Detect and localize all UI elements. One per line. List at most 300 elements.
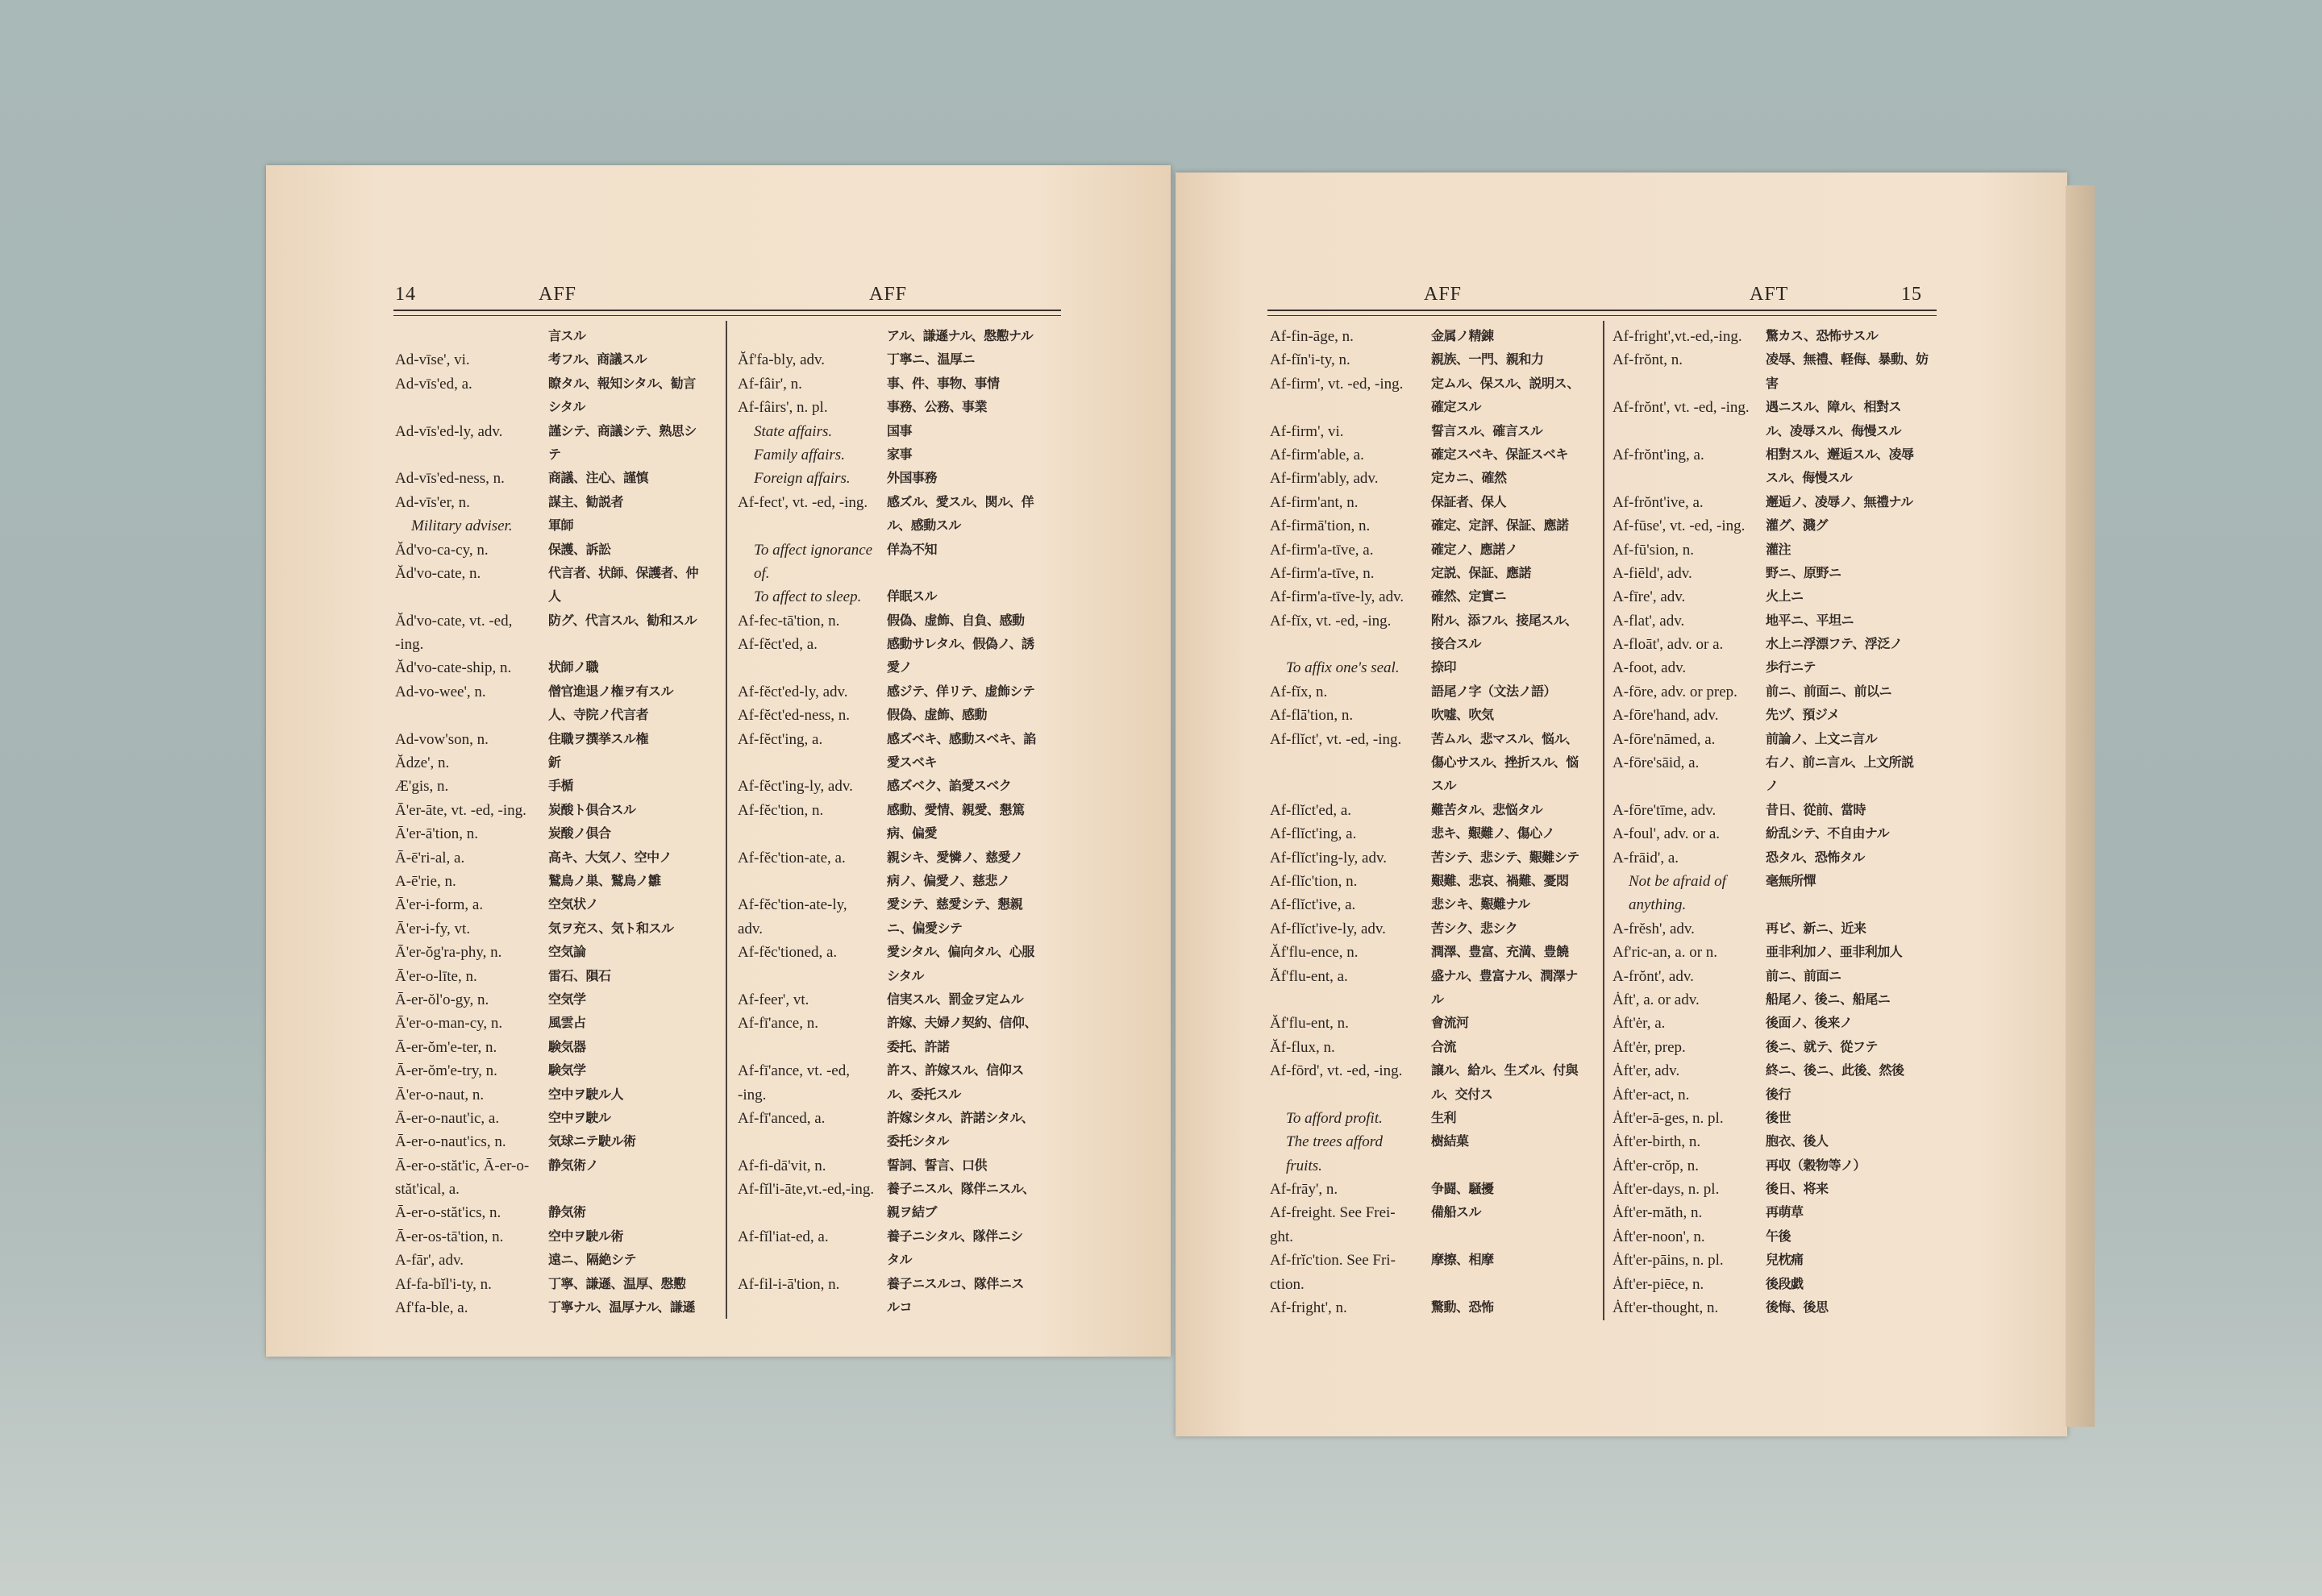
headword: Ad-vīs'ed-ness, n. xyxy=(395,470,505,488)
headword: Ā-er-ŏm'e-ter, n. xyxy=(395,1038,497,1056)
japanese-gloss: 空気論 xyxy=(548,946,586,960)
entry-row xyxy=(1612,965,1939,988)
example-phrase: Family affairs. xyxy=(754,446,845,463)
entry-row xyxy=(1612,1225,1939,1249)
headword: Af-flĭct'ive, a. xyxy=(1270,896,1356,914)
headword: Af-firm'a-tīve-ly, adv. xyxy=(1270,588,1404,606)
headword: Af-fĕc'tion-ate-ly, xyxy=(738,896,847,914)
entry-row xyxy=(395,633,722,656)
entry-row xyxy=(1270,1296,1600,1320)
entry-row xyxy=(395,775,722,798)
headword: A-fōre'sāid, a. xyxy=(1612,754,1700,772)
entry-row xyxy=(1270,1201,1600,1224)
japanese-gloss: 野ニ、原野ニ xyxy=(1766,566,1841,580)
entry-row xyxy=(1270,917,1600,941)
entry-row xyxy=(738,1178,1060,1201)
headword: Ad-vo-wee', n. xyxy=(395,683,486,700)
entry-row xyxy=(738,870,1060,893)
japanese-gloss: 紛乱シテ、不自由ナル xyxy=(1766,827,1890,842)
entry-row xyxy=(738,1012,1060,1035)
entry-row xyxy=(395,680,722,704)
japanese-gloss: 人、寺院ノ代言者 xyxy=(548,709,649,723)
entry-row xyxy=(1612,491,1939,514)
entry-row xyxy=(1612,656,1939,680)
japanese-gloss: 水上ニ浮漂フテ、浮泛ノ xyxy=(1766,638,1903,652)
headword: Af-fa-bĭl'i-ty, n. xyxy=(395,1275,492,1293)
headword: Af-flĭct'ive-ly, adv. xyxy=(1270,920,1386,937)
japanese-gloss: 委托、許諾 xyxy=(887,1040,950,1054)
entry-row xyxy=(1270,656,1600,680)
entry-row xyxy=(395,443,722,467)
japanese-gloss: 苦シテ、悲シテ、艱難シテ xyxy=(1431,850,1579,865)
entry-row xyxy=(1270,728,1600,751)
headword: -ing. xyxy=(738,1086,767,1103)
entry-row xyxy=(738,965,1060,988)
entry-row xyxy=(1270,1083,1600,1107)
japanese-gloss: 昔日、從前、當時 xyxy=(1766,803,1866,817)
headword: A-frŏnt', adv. xyxy=(1612,967,1694,985)
headword: A-fōre'nāmed, a. xyxy=(1612,730,1716,748)
example-phrase: Military adviser. xyxy=(411,517,513,535)
entry-row xyxy=(738,1036,1060,1059)
headword: A-frāid', a. xyxy=(1612,849,1679,867)
headword: A-frĕsh', adv. xyxy=(1612,920,1695,937)
japanese-gloss: 感ズベキ、感動スベキ、諂 xyxy=(887,732,1036,746)
entry-row xyxy=(1612,372,1939,396)
headword: Af-fĭl'i-āte,vt.-ed,-ing. xyxy=(738,1181,875,1199)
headword: Af-fūse', vt. -ed, -ing. xyxy=(1612,517,1746,535)
japanese-gloss: 言スル xyxy=(548,330,586,343)
entry-row xyxy=(1612,941,1939,964)
headword: Af-flĭct'ing, a. xyxy=(1270,825,1357,843)
entry-row xyxy=(1270,1130,1600,1153)
headword: Ā'er-ŏg'ra-phy, n. xyxy=(395,944,502,962)
entry-row xyxy=(1612,775,1939,798)
entry-row xyxy=(395,1154,722,1178)
japanese-gloss: 相對スル、邂逅スル、凌辱 xyxy=(1766,447,1914,462)
running-head-left-2: AFF xyxy=(869,284,908,305)
japanese-gloss: 空気状ノ xyxy=(548,898,599,912)
headword: Ȧft'er-thought, n. xyxy=(1612,1299,1719,1317)
headword: -ing. xyxy=(395,636,424,654)
entry-row xyxy=(738,609,1060,633)
headword: Ā-er-o-naut'ic, a. xyxy=(395,1109,500,1127)
entry-row xyxy=(395,609,722,633)
headword: A-flat', adv. xyxy=(1612,612,1685,630)
entry-row xyxy=(1612,728,1939,751)
japanese-gloss: 感ジテ、佯リテ、虚飾シテ xyxy=(887,684,1035,699)
entry-row xyxy=(738,348,1060,372)
entry-row xyxy=(738,680,1060,704)
japanese-gloss: 験気学 xyxy=(548,1064,586,1079)
headword: Ā'er-i-form, a. xyxy=(395,896,484,914)
entry-row xyxy=(1270,680,1600,704)
entry-row xyxy=(738,1059,1060,1083)
japanese-gloss: 苦ムル、悲マスル、悩ル、 xyxy=(1431,732,1579,746)
japanese-gloss: 感動サレタル、假偽ノ、誘 xyxy=(887,638,1034,652)
headword: Af'fa-ble, a. xyxy=(395,1299,468,1317)
japanese-gloss: 驚動、恐怖 xyxy=(1431,1301,1494,1315)
headword: A-fār', adv. xyxy=(395,1252,464,1270)
headword: A-fīre', adv. xyxy=(1612,588,1686,606)
entry-row xyxy=(1612,633,1939,656)
entries-column-1 xyxy=(395,325,722,1320)
entry-row xyxy=(395,396,722,419)
japanese-gloss: 灌グ、濺グ xyxy=(1766,519,1828,534)
headword: Ā-er-os-tā'tion, n. xyxy=(395,1228,504,1245)
example-phrase: State affairs. xyxy=(754,422,833,440)
japanese-gloss: タル xyxy=(887,1253,913,1268)
japanese-gloss: 盛ナル、豊富ナル、潤澤ナ xyxy=(1431,969,1578,983)
example-phrase: To afford profit. xyxy=(1286,1109,1383,1127)
japanese-gloss: ル、感動スル xyxy=(887,519,961,534)
japanese-gloss: ルコ xyxy=(887,1301,913,1315)
headword: Af-fright',vt.-ed,-ing. xyxy=(1612,328,1742,345)
japanese-gloss: 空中ヲ駛ル人 xyxy=(548,1087,624,1102)
japanese-gloss: 親ヲ結ブ xyxy=(887,1206,938,1220)
japanese-gloss: 風雲占 xyxy=(548,1016,586,1031)
japanese-gloss: 歩行ニテ xyxy=(1766,661,1816,675)
entry-row xyxy=(1270,1273,1600,1296)
entry-row xyxy=(1612,1036,1939,1059)
japanese-gloss: 手楯 xyxy=(548,779,574,794)
headword: Ăd'vo-ca-cy, n. xyxy=(395,541,489,559)
entry-row xyxy=(1612,870,1939,893)
headword: Af-fĕct'ed-ness, n. xyxy=(738,707,851,725)
headword: Ȧft'er-noon', n. xyxy=(1612,1228,1705,1245)
entry-row xyxy=(395,1178,722,1201)
entry-row xyxy=(738,396,1060,419)
headword: Af-fâir', n. xyxy=(738,375,802,393)
entry-row xyxy=(738,1130,1060,1153)
headword: Af-firm'a-tīve, n. xyxy=(1270,564,1375,582)
entry-row xyxy=(1612,1130,1939,1153)
headword: Af-fĕc'tion, n. xyxy=(738,801,824,819)
headword: Ȧft'er-măth, n. xyxy=(1612,1204,1703,1222)
japanese-gloss: 假偽、虚飾、感動 xyxy=(887,709,988,723)
japanese-gloss: ノ xyxy=(1766,779,1779,794)
entry-row xyxy=(1270,1107,1600,1130)
headword: Ā'er-o-naut, n. xyxy=(395,1086,485,1103)
japanese-gloss: 悲キ、艱難ノ、傷心ノ xyxy=(1431,827,1555,842)
headword: Af-frĭc'tion. See Fri- xyxy=(1270,1252,1396,1270)
entry-row xyxy=(395,917,722,941)
japanese-gloss: 謀主、勧説者 xyxy=(548,495,624,509)
japanese-gloss: 高キ、大気ノ、空中ノ xyxy=(548,850,672,865)
japanese-gloss: 許嫁シタル、許諾シタル、 xyxy=(887,1111,1034,1125)
japanese-gloss: 感ズル、愛スル、関ル、佯 xyxy=(887,495,1034,509)
headword: Ăf'flu-ence, n. xyxy=(1270,944,1359,962)
headword: adv. xyxy=(738,920,763,937)
entry-row xyxy=(738,799,1060,822)
japanese-gloss: 後悔、後思 xyxy=(1766,1301,1829,1315)
japanese-gloss: 許ス、許嫁スル、信仰ス xyxy=(887,1064,1024,1079)
entry-row xyxy=(395,799,722,822)
japanese-gloss: 養子ニスル、隊伴ニスル、 xyxy=(887,1182,1035,1197)
entry-row xyxy=(395,491,722,514)
japanese-gloss: 兒枕痛 xyxy=(1766,1253,1804,1268)
entry-row xyxy=(1270,443,1600,467)
entry-row xyxy=(395,893,722,916)
japanese-gloss: 外国事務 xyxy=(887,472,938,486)
headword: Af-firm'able, a. xyxy=(1270,446,1364,463)
japanese-gloss: 商議、注心、謹慎 xyxy=(548,472,649,486)
entry-row xyxy=(395,822,722,846)
japanese-gloss: 愛ノ xyxy=(887,661,913,675)
entry-row xyxy=(738,822,1060,846)
japanese-gloss: 害 xyxy=(1766,376,1779,391)
japanese-gloss: 佯為不知 xyxy=(887,542,938,557)
entry-row xyxy=(1612,562,1939,585)
entry-row xyxy=(1612,443,1939,467)
entry-row xyxy=(1270,965,1600,988)
entry-row xyxy=(1270,1178,1600,1201)
headword: stăt'ical, a. xyxy=(395,1181,460,1199)
entry-row xyxy=(1270,1154,1600,1178)
headword: Ăf'fa-bly, adv. xyxy=(738,351,826,369)
japanese-gloss: 確定スル xyxy=(1431,401,1482,415)
entry-row xyxy=(738,1083,1060,1107)
entry-row xyxy=(395,538,722,562)
headword: Af-flĭct'ed, a. xyxy=(1270,801,1352,819)
japanese-gloss: 静気術 xyxy=(548,1206,586,1220)
entry-row xyxy=(1612,1107,1939,1130)
headword: Ȧft'er-piēce, n. xyxy=(1612,1275,1704,1293)
japanese-gloss: 備船スル xyxy=(1431,1206,1482,1220)
japanese-gloss: 會流河 xyxy=(1431,1016,1469,1031)
headword: A-ē'rie, n. xyxy=(395,872,456,890)
japanese-gloss: 状師ノ職 xyxy=(548,661,599,675)
entry-row xyxy=(1270,585,1600,609)
japanese-gloss: 信実スル、罰金ヲ定ムル xyxy=(887,992,1024,1007)
headword: Ăd'vo-cate, vt. -ed, xyxy=(395,612,513,630)
example-phrase: To affect to sleep. xyxy=(754,588,862,606)
entry-row xyxy=(395,325,722,348)
japanese-gloss: スル xyxy=(1431,779,1457,794)
japanese-gloss: 邂逅ノ、凌辱ノ、無禮ナル xyxy=(1766,495,1913,509)
entry-row xyxy=(395,420,722,443)
entry-row xyxy=(738,846,1060,870)
headword: ction. xyxy=(1270,1275,1305,1293)
entry-row xyxy=(738,325,1060,348)
headword: Ā'er-āte, vt. -ed, -ing. xyxy=(395,801,526,819)
japanese-gloss: 養子ニシタル、隊伴ニシ xyxy=(887,1229,1023,1244)
entry-row xyxy=(1270,775,1600,798)
headword: Ā-er-o-stăt'ics, n. xyxy=(395,1204,501,1222)
japanese-gloss: ル xyxy=(1431,992,1444,1007)
japanese-gloss: 定説、保証、應諾 xyxy=(1431,566,1532,580)
japanese-gloss: 確定、定評、保証、應諾 xyxy=(1431,519,1569,534)
headword: Af-frāy', n. xyxy=(1270,1181,1338,1199)
entry-row xyxy=(1270,396,1600,419)
entry-row xyxy=(1270,420,1600,443)
japanese-gloss: 鷲鳥ノ巣、鷲鳥ノ雛 xyxy=(548,874,661,888)
japanese-gloss: 養子ニスルコ、隊伴ニス xyxy=(887,1277,1024,1291)
entry-row xyxy=(1612,467,1939,490)
entry-row xyxy=(738,656,1060,680)
japanese-gloss: 火上ニ xyxy=(1766,590,1804,605)
headword: Af-fī'ance, vt. -ed, xyxy=(738,1062,850,1080)
headword: Af-fĕct'ed-ly, adv. xyxy=(738,683,848,700)
japanese-gloss: 防グ、代言スル、勧和スル xyxy=(548,613,697,628)
entry-row xyxy=(738,633,1060,656)
headword: Ȧft'er-act, n. xyxy=(1612,1086,1690,1103)
entry-row xyxy=(1612,1249,1939,1272)
entry-row xyxy=(395,988,722,1012)
example-phrase: of. xyxy=(754,564,770,582)
japanese-gloss: 丁寧ニ、温厚ニ xyxy=(887,353,975,368)
entry-row xyxy=(738,1225,1060,1249)
entry-row xyxy=(1270,1036,1600,1059)
entry-row xyxy=(1270,562,1600,585)
headword: Ȧft', a. or adv. xyxy=(1612,991,1700,1008)
japanese-gloss: 樹結菓 xyxy=(1431,1135,1469,1149)
example-phrase: To affix one's seal. xyxy=(1286,659,1400,677)
japanese-gloss: 保護、訴訟 xyxy=(548,542,611,557)
column-divider-left xyxy=(726,321,727,1319)
entry-row xyxy=(1612,846,1939,870)
entry-row xyxy=(395,1130,722,1153)
headword: Af-flā'tion, n. xyxy=(1270,707,1354,725)
headword: Af-fĭx, n. xyxy=(1270,683,1328,700)
entry-row xyxy=(1270,538,1600,562)
japanese-gloss: 保証者、保人 xyxy=(1431,495,1507,509)
japanese-gloss: 許嫁、夫婦ノ契約、信仰、 xyxy=(887,1016,1038,1031)
entry-row xyxy=(1270,491,1600,514)
japanese-gloss: 国事 xyxy=(887,424,913,438)
headword: Af-fī'anced, a. xyxy=(738,1109,826,1127)
entry-row xyxy=(1612,1296,1939,1320)
entry-row xyxy=(1612,514,1939,538)
entry-row xyxy=(738,704,1060,727)
entry-row xyxy=(395,656,722,680)
example-phrase: anything. xyxy=(1629,896,1687,914)
entry-row xyxy=(395,941,722,964)
headword: Ȧft'er-ā-ges, n. pl. xyxy=(1612,1109,1724,1127)
entry-row xyxy=(738,988,1060,1012)
headword: A-foot, adv. xyxy=(1612,659,1687,677)
entry-row xyxy=(395,1296,722,1320)
entry-row xyxy=(1270,467,1600,490)
headword: Af-fī'ance, n. xyxy=(738,1015,818,1033)
entry-row xyxy=(1270,609,1600,633)
japanese-gloss: 事、件、事物、事情 xyxy=(887,376,1000,391)
entry-row xyxy=(395,1107,722,1130)
japanese-gloss: シタル xyxy=(548,401,585,415)
entry-row xyxy=(738,1249,1060,1272)
japanese-gloss: 確定ノ、應諾ノ xyxy=(1431,542,1518,557)
japanese-gloss: 午後 xyxy=(1766,1229,1791,1244)
japanese-gloss: 灌注 xyxy=(1766,542,1791,557)
headword: Ā-er-o-naut'ics, n. xyxy=(395,1133,506,1151)
entry-row xyxy=(395,1036,722,1059)
japanese-gloss: スル、侮慢スル xyxy=(1766,472,1853,486)
headword: Af-flĭct'ing-ly, adv. xyxy=(1270,849,1387,867)
japanese-gloss: 附ル、添フル、接尾スル、 xyxy=(1431,613,1578,628)
entry-row xyxy=(738,467,1060,490)
page-number-right: 15 xyxy=(1901,284,1922,305)
japanese-gloss: 佯眠スル xyxy=(887,590,938,605)
entry-row xyxy=(738,751,1060,775)
header-rule-left xyxy=(393,310,1061,316)
entry-row xyxy=(395,1083,722,1107)
japanese-gloss: 確然、定實ニ xyxy=(1431,590,1507,605)
entry-row xyxy=(1270,1249,1600,1272)
entry-row xyxy=(738,443,1060,467)
headword: Af-fil-i-ā'tion, n. xyxy=(738,1275,840,1293)
entry-row xyxy=(738,1107,1060,1130)
japanese-gloss: 亜非利加ノ、亜非利加人 xyxy=(1766,946,1903,960)
entry-row xyxy=(738,1273,1060,1296)
headword: Ā'er-ā'tion, n. xyxy=(395,825,479,843)
example-phrase: fruits. xyxy=(1286,1157,1322,1174)
japanese-gloss: 後段戯 xyxy=(1766,1277,1804,1291)
japanese-gloss: 家事 xyxy=(887,447,913,462)
entry-row xyxy=(1270,988,1600,1012)
japanese-gloss: 難苦タル、悲悩タル xyxy=(1431,803,1543,817)
headword: Ad-vīs'er, n. xyxy=(395,493,470,511)
entry-row xyxy=(738,372,1060,396)
entry-row xyxy=(1612,1083,1939,1107)
japanese-gloss: 軍師 xyxy=(548,519,574,534)
headword: Af-fi-dā'vit, n. xyxy=(738,1157,826,1174)
entry-row xyxy=(395,1249,722,1272)
entry-row xyxy=(1270,514,1600,538)
headword: A-fōre, adv. or prep. xyxy=(1612,683,1737,700)
japanese-gloss: 空気学 xyxy=(548,992,586,1007)
headword: Ā-er-ŏm'e-try, n. xyxy=(395,1062,497,1080)
headword: A-floāt', adv. or a. xyxy=(1612,636,1724,654)
example-phrase: Not be afraid of xyxy=(1629,872,1726,890)
example-phrase: The trees afford xyxy=(1286,1133,1383,1151)
japanese-gloss: 再ビ、新ニ、近来 xyxy=(1766,921,1866,936)
japanese-gloss: 後行 xyxy=(1766,1087,1791,1102)
column-divider-right xyxy=(1603,321,1604,1320)
entry-row xyxy=(395,1273,722,1296)
headword: Ȧft'er-birth, n. xyxy=(1612,1133,1701,1151)
entry-row xyxy=(738,420,1060,443)
entry-row xyxy=(395,562,722,585)
japanese-gloss: 人 xyxy=(548,590,561,605)
entry-row xyxy=(738,562,1060,585)
entry-row xyxy=(395,348,722,372)
headword: Af-frŏnt'ive, a. xyxy=(1612,493,1704,511)
entries-column-2 xyxy=(738,325,1060,1320)
headword: Af-fec-tā'tion, n. xyxy=(738,612,840,630)
entry-row xyxy=(1612,538,1939,562)
headword: Af-firm'a-tīve, a. xyxy=(1270,541,1374,559)
entry-row xyxy=(1612,1154,1939,1178)
japanese-gloss: 傷心サスル、挫折スル、悩 xyxy=(1431,756,1579,771)
japanese-gloss: 定ムル、保スル、説明ス、 xyxy=(1431,376,1579,391)
headword: Af-fĕc'tioned, a. xyxy=(738,944,838,962)
headword: Ȧft'er-crŏp, n. xyxy=(1612,1157,1699,1174)
entry-row xyxy=(1612,1201,1939,1224)
headword: Af-firm', vi. xyxy=(1270,422,1344,440)
entry-row xyxy=(395,514,722,538)
entry-row xyxy=(395,846,722,870)
headword: Ā'er-i-fy, vt. xyxy=(395,920,471,937)
entry-row xyxy=(1270,941,1600,964)
headword: Af-fĕct'ing-ly, adv. xyxy=(738,778,853,796)
entries-column-3 xyxy=(1270,325,1600,1320)
headword: Af-flĭc'tion, n. xyxy=(1270,872,1358,890)
entry-row xyxy=(395,704,722,727)
japanese-gloss: 驚カス、恐怖サスル xyxy=(1766,330,1879,343)
entry-row xyxy=(738,1201,1060,1224)
entry-row xyxy=(395,585,722,609)
japanese-gloss: 丁寧、謙遜、温厚、慇懃 xyxy=(548,1277,686,1291)
